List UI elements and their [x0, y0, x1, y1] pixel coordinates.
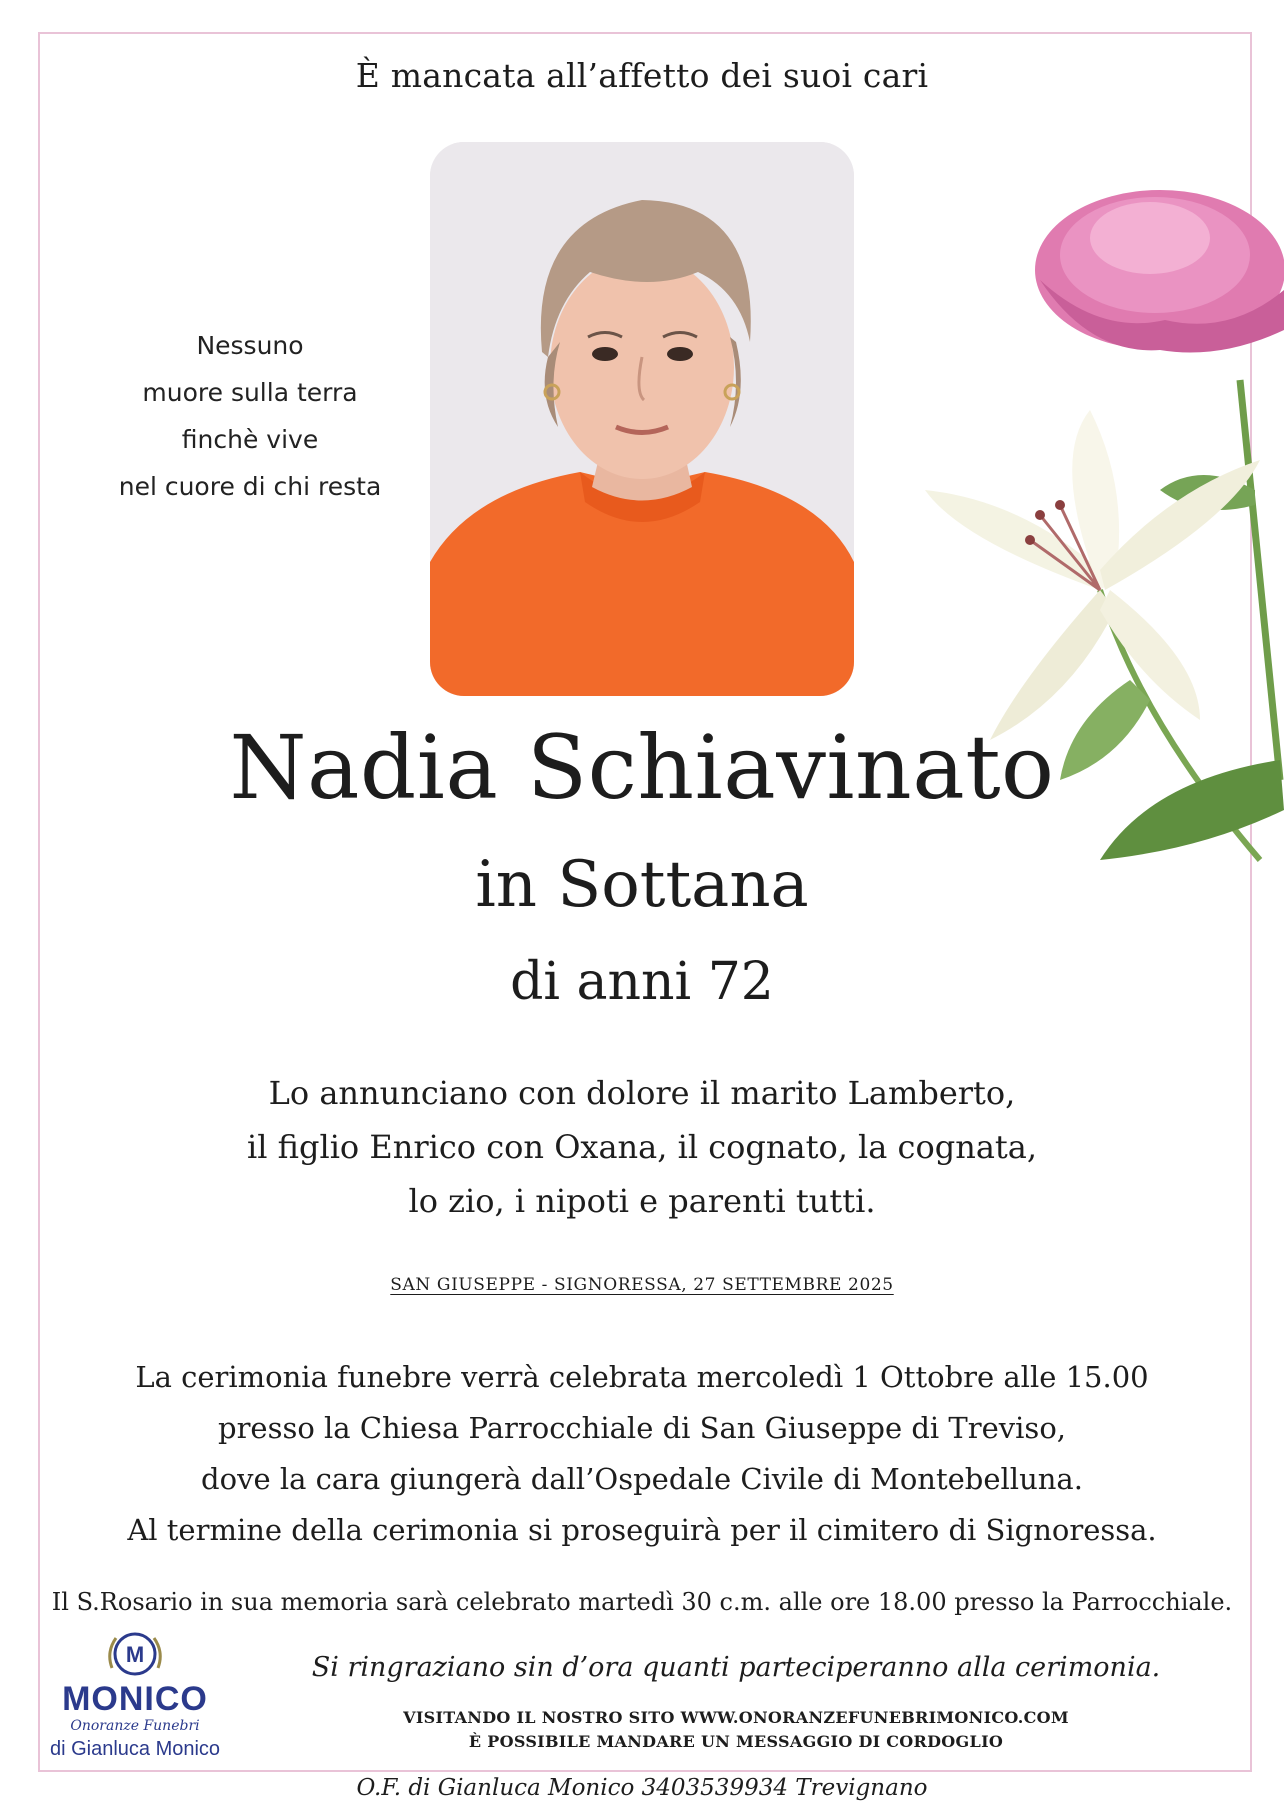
portrait-photo	[430, 142, 854, 696]
announcement-line: lo zio, i nipoti e parenti tutti.	[408, 1182, 876, 1220]
quote-line: finchè vive	[181, 425, 319, 454]
logo-subtitle: Onoranze Funebri	[70, 1718, 200, 1734]
announcement-line: il figlio Enrico con Oxana, il cognato, la cognata,	[246, 1128, 1037, 1166]
ceremony-line: Al termine della cerimonia si proseguirà per il cimitero di Signoressa.	[127, 1513, 1157, 1547]
ceremony-line: presso la Chiesa Parrocchiale di San Giuseppe di Treviso,	[218, 1411, 1066, 1445]
website-notice-line: È POSSIBILE MANDARE UN MESSAGGIO DI CORDOGLIO	[468, 1732, 1004, 1751]
laurel-emblem-icon	[40, 1628, 230, 1682]
thanks-text: Si ringraziano sin d’ora quanti parteciperanno alla cerimonia.	[311, 1652, 1161, 1683]
website-notice-line: VISITANDO IL NOSTRO SITO WWW.ONORANZEFUNEBRIMONICO.COM	[403, 1708, 1069, 1727]
ceremony-line: La cerimonia funebre verrà celebrata mercoledì 1 Ottobre alle 15.00	[135, 1360, 1149, 1394]
logo-brand: MONICO	[62, 1680, 208, 1718]
quote-line: nel cuore di chi resta	[118, 472, 382, 501]
website-notice	[236, 1706, 1236, 1754]
family-announcement	[0, 1066, 1284, 1228]
footer-contact: O.F. di Gianluca Monico 3403539934 Trevignano	[356, 1775, 928, 1801]
married-name: in Sottana	[475, 848, 809, 922]
emblem-letter: M	[125, 1642, 145, 1667]
place-date: SAN GIUSEPPE - SIGNORESSA, 27 SETTEMBRE 2025	[390, 1275, 894, 1295]
logo-owner: di Gianluca Monico	[49, 1738, 221, 1760]
memorial-quote	[60, 322, 440, 510]
deceased-name: Nadia Schiavinato	[229, 716, 1055, 819]
intro-text: È mancata all’affetto dei suoi cari	[355, 56, 929, 95]
ceremony-details	[0, 1352, 1284, 1556]
quote-line: Nessuno	[196, 331, 304, 360]
rosary-notice: Il S.Rosario in sua memoria sarà celebrato martedì 30 c.m. alle ore 18.00 presso la Parrocchiale.	[51, 1588, 1233, 1616]
portrait-illustration	[430, 142, 854, 696]
ceremony-line: dove la cara giungerà dall’Ospedale Civile di Montebelluna.	[201, 1462, 1083, 1496]
announcement-line: Lo annunciano con dolore il marito Lamberto,	[268, 1074, 1016, 1112]
quote-line: muore sulla terra	[142, 378, 358, 407]
deceased-age: di anni 72	[510, 952, 774, 1012]
monico-logo	[40, 1628, 230, 1768]
